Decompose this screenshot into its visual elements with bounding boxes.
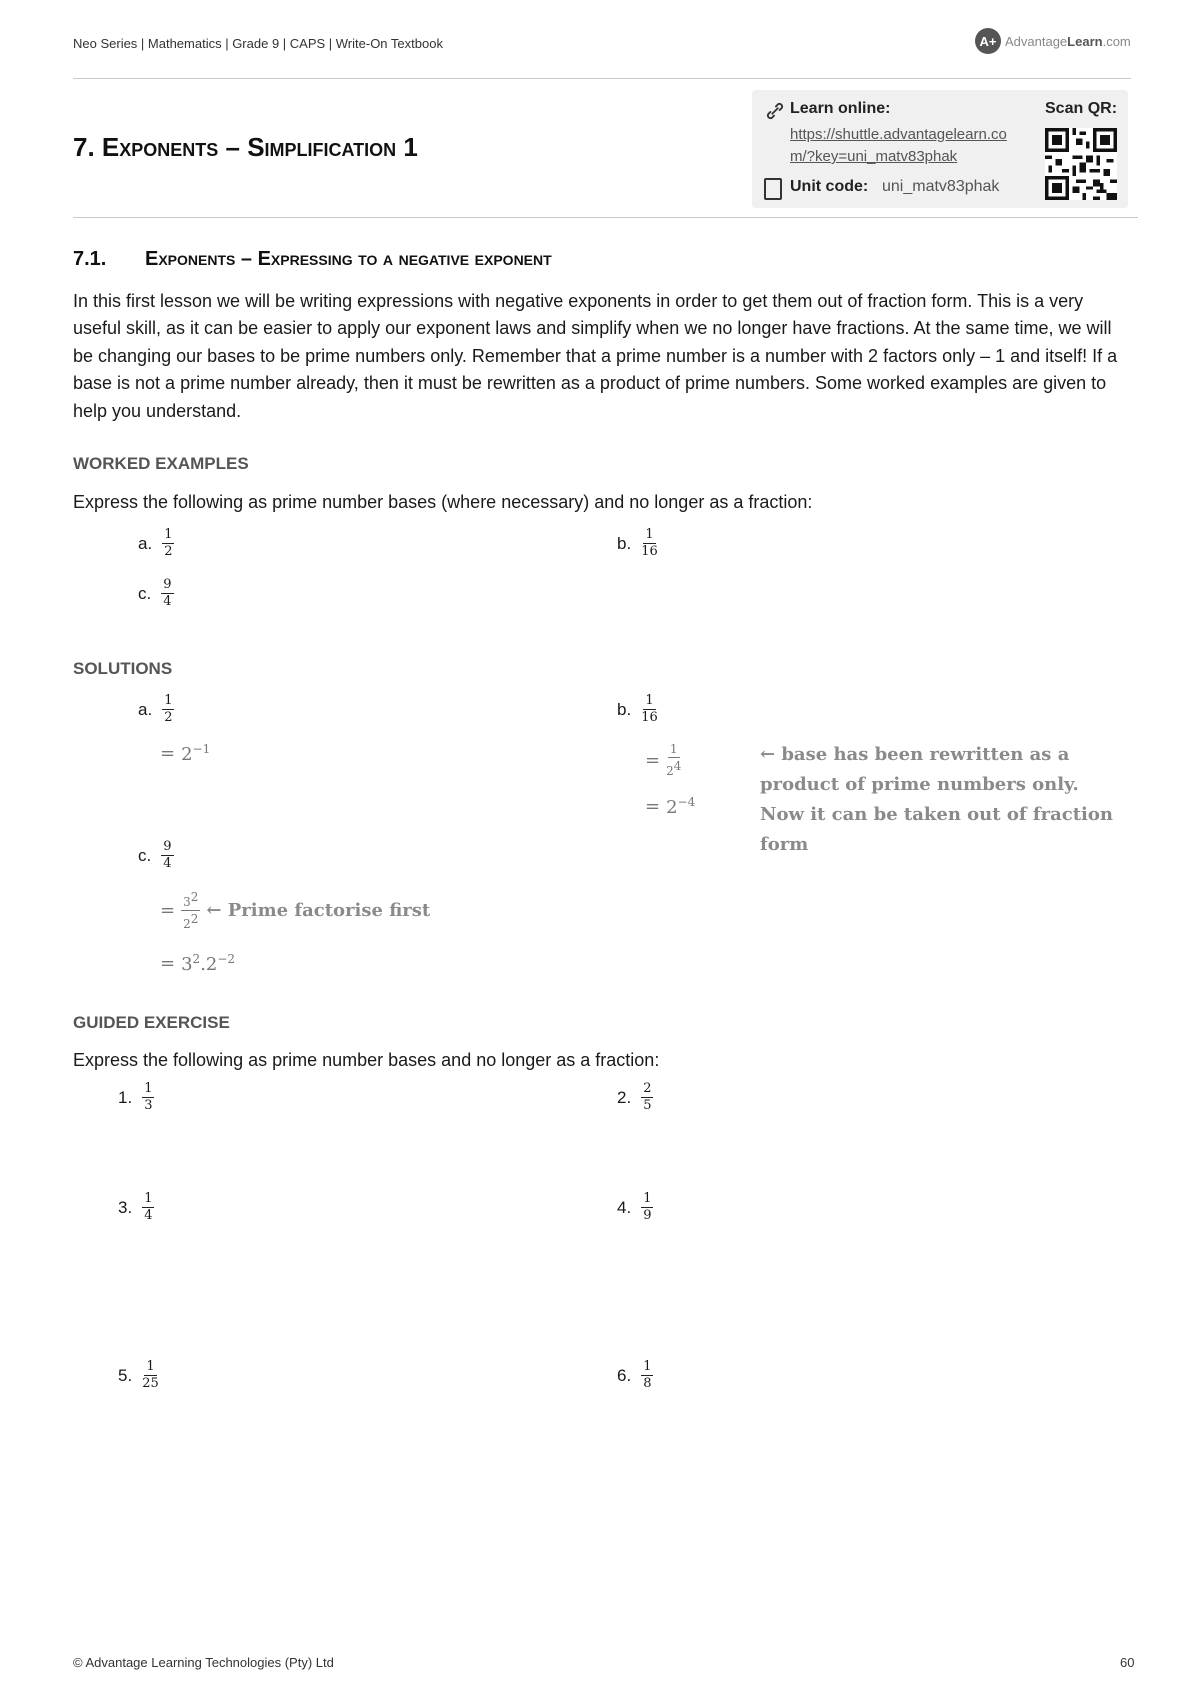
fraction: $\frac{1}{2}$ <box>164 693 173 725</box>
solution-b-step-2: = $2^{-4}$ <box>645 795 696 818</box>
guided-item-4: 4. $\frac{1}{9}$ <box>617 1191 652 1223</box>
logo-badge: A+ <box>975 28 1001 54</box>
footer-copyright: © Advantage Learning Technologies (Pty) Ltd <box>73 1655 334 1670</box>
fraction: $\frac{1}{9}$ <box>643 1191 652 1223</box>
section-title: 7.1. Exponents – Expressing to a negative exponent <box>73 248 552 270</box>
fraction: $\frac{1}{3}$ <box>144 1081 153 1113</box>
fraction: $\frac{9}{4}$ <box>163 577 172 609</box>
worked-item-b: b. $\frac{1}{16}$ <box>617 527 658 559</box>
link-icon <box>764 100 786 122</box>
title-divider <box>73 217 1138 218</box>
guided-item-3: 3. $\frac{1}{4}$ <box>118 1191 153 1223</box>
guided-item-6: 6. $\frac{1}{8}$ <box>617 1359 652 1391</box>
fraction: $\frac{1}{8}$ <box>643 1359 652 1391</box>
unit-code-value: uni_matv83phak <box>882 178 1000 195</box>
worked-examples-heading: WORKED EXAMPLES <box>73 454 249 473</box>
solution-c: c. $\frac{9}{4}$ <box>138 839 172 871</box>
worked-examples-prompt: Express the following as prime number bases (where necessary) and no longer as a fraction: <box>73 492 813 512</box>
guided-exercise-heading: GUIDED EXERCISE <box>73 1013 230 1032</box>
header-divider <box>73 78 1131 79</box>
scan-qr-label: Scan QR: <box>1045 100 1118 117</box>
guided-item-5: 5. $\frac{1}{25}$ <box>118 1359 159 1391</box>
guided-item-1: 1. $\frac{1}{3}$ <box>118 1081 153 1113</box>
fraction: $\frac{1}{16}$ <box>641 693 658 725</box>
solution-b-note: ← base has been rewritten as a product of prime numbers only. Now it can be taken out of fraction form <box>760 744 1113 855</box>
fraction: $\frac{1}{16}$ <box>641 527 658 559</box>
worked-item-c: c. $\frac{9}{4}$ <box>138 577 172 609</box>
worked-item-a: a. $\frac{1}{2}$ <box>138 527 173 559</box>
solutions-heading: SOLUTIONS <box>73 659 173 678</box>
solution-a: a. $\frac{1}{2}$ <box>138 693 173 725</box>
fraction: $\frac{9}{4}$ <box>163 839 172 871</box>
fraction: $\frac{1}{4}$ <box>144 1191 153 1223</box>
advantage-learn-logo <box>975 28 1131 54</box>
solution-a-step: = $2^{-1}$ <box>160 742 211 765</box>
fraction: $\frac{2}{5}$ <box>643 1081 652 1113</box>
learn-online-link[interactable]: https://shuttle.advantagelearn.com/?key=uni_matv83phak <box>790 126 1007 165</box>
chapter-title: 7. Exponents – Simplification 1 <box>73 132 418 162</box>
unit-code-label: Unit code: <box>790 178 869 195</box>
solution-c-note: ← Prime factorise first <box>206 899 431 921</box>
logo-text: AdvantageLearn.com <box>1005 33 1131 49</box>
solution-b-step-1: = $\frac{1}{2^4}$ <box>645 742 682 778</box>
book-icon <box>764 178 782 200</box>
guided-exercise-prompt: Express the following as prime number bases and no longer as a fraction: <box>73 1050 660 1070</box>
running-header: Neo Series | Mathematics | Grade 9 | CAPS | Write-On Textbook <box>73 36 443 51</box>
page-number: 60 <box>1120 1655 1135 1670</box>
intro-paragraph: In this first lesson we will be writing expressions with negative exponents in order to get them out of fraction form. This is a very useful skill, as it can be easier to apply our exponent laws and simplify when we no longer have fractions. At the same time, we will be changing our bases to be prime numbers only. Remember that a prime number is a number with 2 factors only – 1 and itself! If a base is not a prime number already, then it must be rewritten as a product of prime numbers. Some worked examples are given to help you understand. <box>73 291 1118 421</box>
fraction: $\frac{1}{25}$ <box>142 1359 159 1391</box>
fraction: $\frac{1}{2}$ <box>164 527 173 559</box>
solution-c-step-1: = $\frac{3^2}{2^2}$ ← Prime factorise first <box>160 890 431 931</box>
guided-item-2: 2. $\frac{2}{5}$ <box>617 1081 652 1113</box>
solution-b: b. $\frac{1}{16}$ <box>617 693 658 725</box>
solution-c-step-2: = $3^2.2^{-2}$ <box>160 952 236 975</box>
qr-code-icon[interactable] <box>1045 128 1117 200</box>
learn-online-label: Learn online: <box>790 100 891 117</box>
